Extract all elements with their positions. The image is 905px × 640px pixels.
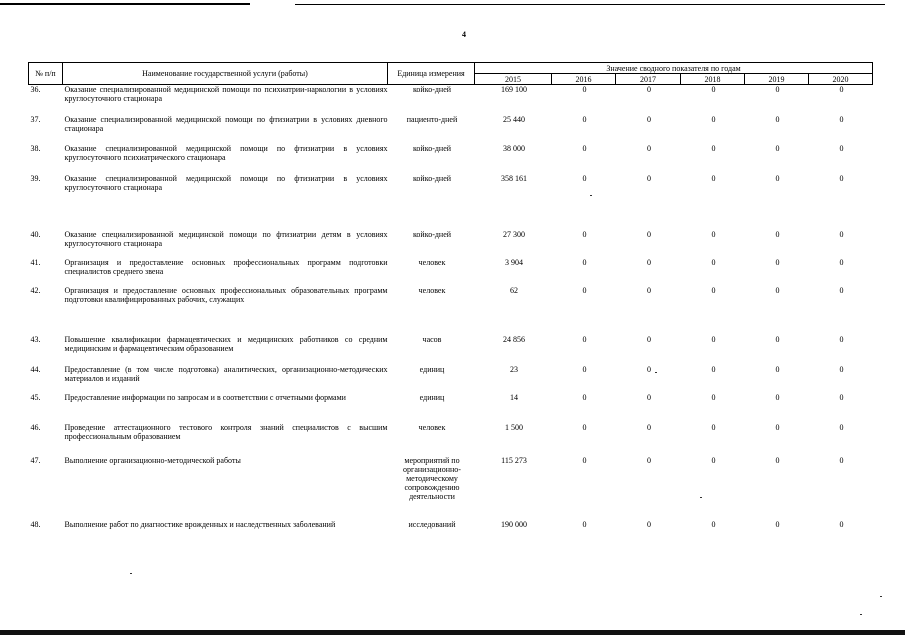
year-value: 0 xyxy=(839,364,844,374)
table-row xyxy=(29,335,873,365)
row-number: 43. xyxy=(30,334,41,344)
year-value: 0 xyxy=(647,143,651,153)
page-number: 4 xyxy=(462,30,466,39)
service-name: Оказание специализированной медицинской помощи по фтизиатрии в условиях круглосуточного психиатрического стационара xyxy=(64,143,388,162)
scan-speck xyxy=(590,195,592,196)
year-value: 358 161 xyxy=(501,173,527,183)
year-value: 0 xyxy=(775,173,780,183)
year-value: 0 xyxy=(775,143,780,153)
service-name: Выполнение работ по диагностике врожденных и наследственных заболеваний xyxy=(64,519,336,529)
row-number: 46. xyxy=(30,422,41,432)
row-number: 36. xyxy=(30,85,41,94)
year-value: 0 xyxy=(582,422,587,432)
table-row xyxy=(29,393,873,423)
year-value: 3 904 xyxy=(505,257,523,267)
year-value: 0 xyxy=(582,85,587,94)
year-value: 0 xyxy=(647,85,651,94)
year-value: 0 xyxy=(647,257,651,267)
year-value: 0 xyxy=(582,257,587,267)
year-value: 0 xyxy=(839,422,844,432)
scan-speck xyxy=(860,614,862,615)
year-value: 0 xyxy=(839,392,844,402)
row-number: 40. xyxy=(30,229,41,239)
top-rule xyxy=(0,3,250,5)
year-value: 0 xyxy=(582,173,587,183)
row-number: 47. xyxy=(30,455,41,465)
header-group: Значение сводного показателя по годам xyxy=(475,63,873,74)
year-value: 0 xyxy=(711,173,716,183)
year-value: 0 xyxy=(711,392,716,402)
header-year: 2019 xyxy=(745,74,809,85)
table-row xyxy=(29,144,873,174)
unit-of-measure: единиц xyxy=(419,364,445,374)
unit-of-measure: койко-дней xyxy=(412,173,452,183)
service-name: Предоставление информации по запросам и в соответствии с отчетными формами xyxy=(64,392,346,402)
year-value: 0 xyxy=(647,519,651,529)
row-number: 42. xyxy=(30,285,41,295)
year-value: 0 xyxy=(839,114,844,124)
year-value: 0 xyxy=(647,455,651,465)
year-value: 0 xyxy=(647,173,651,183)
year-value: 0 xyxy=(775,257,780,267)
table-row xyxy=(29,230,873,258)
year-value: 0 xyxy=(711,455,716,465)
table-row xyxy=(29,365,873,393)
table-row xyxy=(29,115,873,144)
table-row xyxy=(29,520,873,546)
scan-speck xyxy=(655,372,657,373)
year-value: 23 xyxy=(510,364,518,374)
row-number: 39. xyxy=(30,173,41,183)
year-value: 1 500 xyxy=(505,422,523,432)
year-value: 0 xyxy=(839,85,844,94)
header-year: 2016 xyxy=(552,74,616,85)
year-value: 0 xyxy=(711,285,716,295)
table-row xyxy=(29,258,873,286)
year-value: 27 300 xyxy=(503,229,525,239)
service-name: Организация и предоставление основных профессиональных образовательных программ подготовки квалифицированных рабочих, служащих xyxy=(64,285,388,304)
row-number: 44. xyxy=(30,364,41,374)
table-row xyxy=(29,85,873,115)
year-value: 0 xyxy=(711,114,716,124)
year-value: 0 xyxy=(711,519,716,529)
year-value: 62 xyxy=(510,285,518,295)
year-value: 14 xyxy=(510,392,518,402)
scan-speck xyxy=(880,596,882,597)
unit-of-measure: единиц xyxy=(419,392,445,402)
header-year: 2017 xyxy=(616,74,681,85)
service-name: Оказание специализированной медицинской помощи по фтизиатрии детям в условиях круглосуточного стационара xyxy=(64,229,388,248)
unit-of-measure: часов xyxy=(422,334,442,344)
header-num: № п/п xyxy=(29,63,63,85)
unit-of-measure: пациенто-дней xyxy=(406,114,458,124)
bottom-rule xyxy=(0,630,905,635)
year-value: 0 xyxy=(775,455,780,465)
year-value: 0 xyxy=(711,257,716,267)
scan-speck xyxy=(700,497,702,498)
year-value: 0 xyxy=(647,392,651,402)
year-value: 0 xyxy=(582,114,587,124)
unit-of-measure: мероприятий по организационно-методическому сопровождению деятельности xyxy=(403,455,461,501)
year-value: 0 xyxy=(647,114,651,124)
year-value: 0 xyxy=(775,114,780,124)
year-value: 190 000 xyxy=(501,519,527,529)
year-value: 0 xyxy=(711,422,716,432)
row-number: 37. xyxy=(30,114,41,124)
year-value: 0 xyxy=(839,455,844,465)
table-row xyxy=(29,456,873,520)
year-value: 0 xyxy=(711,334,716,344)
year-value: 0 xyxy=(582,143,587,153)
header-name: Наименование государственной услуги (работы) xyxy=(63,63,388,85)
year-value: 0 xyxy=(775,85,780,94)
table-row xyxy=(29,286,873,335)
year-value: 38 000 xyxy=(503,143,525,153)
service-name: Оказание специализированной медицинской помощи по психиатрии-наркологии в условиях круглосуточного стационара xyxy=(64,85,388,103)
unit-of-measure: койко-дней xyxy=(412,143,452,153)
unit-of-measure: исследований xyxy=(408,519,456,529)
year-value: 0 xyxy=(647,364,651,374)
year-value: 0 xyxy=(647,334,651,344)
year-value: 0 xyxy=(711,229,716,239)
year-value: 25 440 xyxy=(503,114,525,124)
row-number: 45. xyxy=(30,392,41,402)
year-value: 0 xyxy=(711,85,716,94)
top-rule xyxy=(295,4,885,5)
year-value: 0 xyxy=(582,455,587,465)
row-number: 41. xyxy=(30,257,41,267)
year-value: 169 100 xyxy=(501,85,527,94)
year-value: 0 xyxy=(839,229,844,239)
scan-speck xyxy=(130,573,132,574)
row-number: 48. xyxy=(30,519,41,529)
service-name: Повышение квалификации фармацевтических и медицинских работников со средним медицинским и фармацевтическим образованием xyxy=(64,334,388,353)
unit-of-measure: койко-дней xyxy=(412,229,452,239)
year-value: 0 xyxy=(647,422,651,432)
year-value: 0 xyxy=(839,173,844,183)
year-value: 0 xyxy=(775,519,780,529)
service-name: Выполнение организационно-методической работы xyxy=(64,455,241,465)
year-value: 0 xyxy=(839,257,844,267)
year-value: 0 xyxy=(839,519,844,529)
unit-of-measure: человек xyxy=(418,422,446,432)
year-value: 0 xyxy=(839,143,844,153)
service-name: Оказание специализированной медицинской помощи по фтизиатрии в условиях дневного стационара xyxy=(64,114,388,133)
header-year: 2020 xyxy=(809,74,873,85)
service-name: Предоставление (в том числе подготовка) аналитических, организационно-методических материалов и изданий xyxy=(64,364,388,383)
year-value: 0 xyxy=(839,334,844,344)
year-value: 0 xyxy=(582,334,587,344)
year-value: 0 xyxy=(711,143,716,153)
year-value: 0 xyxy=(775,364,780,374)
service-name: Организация и предоставление основных профессиональных программ подготовки специалистов среднего звена xyxy=(64,257,388,276)
year-value: 0 xyxy=(775,334,780,344)
year-value: 0 xyxy=(647,229,651,239)
year-value: 115 273 xyxy=(501,455,527,465)
year-value: 0 xyxy=(775,285,780,295)
header-unit: Единица измерения xyxy=(388,63,475,85)
year-value: 0 xyxy=(582,285,587,295)
service-name: Проведение аттестационного тестового контроля знаний специалистов с высшим профессиональным образованием xyxy=(64,422,388,441)
header-year: 2015 xyxy=(475,74,552,85)
year-value: 24 856 xyxy=(503,334,525,344)
year-value: 0 xyxy=(582,519,587,529)
year-value: 0 xyxy=(839,285,844,295)
year-value: 0 xyxy=(711,364,716,374)
unit-of-measure: койко-дней xyxy=(412,85,452,94)
year-value: 0 xyxy=(582,229,587,239)
unit-of-measure: человек xyxy=(418,257,446,267)
year-value: 0 xyxy=(582,364,587,374)
year-value: 0 xyxy=(647,285,651,295)
table-row xyxy=(29,423,873,456)
year-value: 0 xyxy=(775,229,780,239)
services-table xyxy=(28,62,873,546)
year-value: 0 xyxy=(775,422,780,432)
year-value: 0 xyxy=(582,392,587,402)
service-name: Оказание специализированной медицинской помощи по фтизиатрии в условиях круглосуточного стационара xyxy=(64,173,388,192)
table-row xyxy=(29,174,873,230)
unit-of-measure: человек xyxy=(418,285,446,295)
header-year: 2018 xyxy=(681,74,745,85)
year-value: 0 xyxy=(775,392,780,402)
row-number: 38. xyxy=(30,143,41,153)
